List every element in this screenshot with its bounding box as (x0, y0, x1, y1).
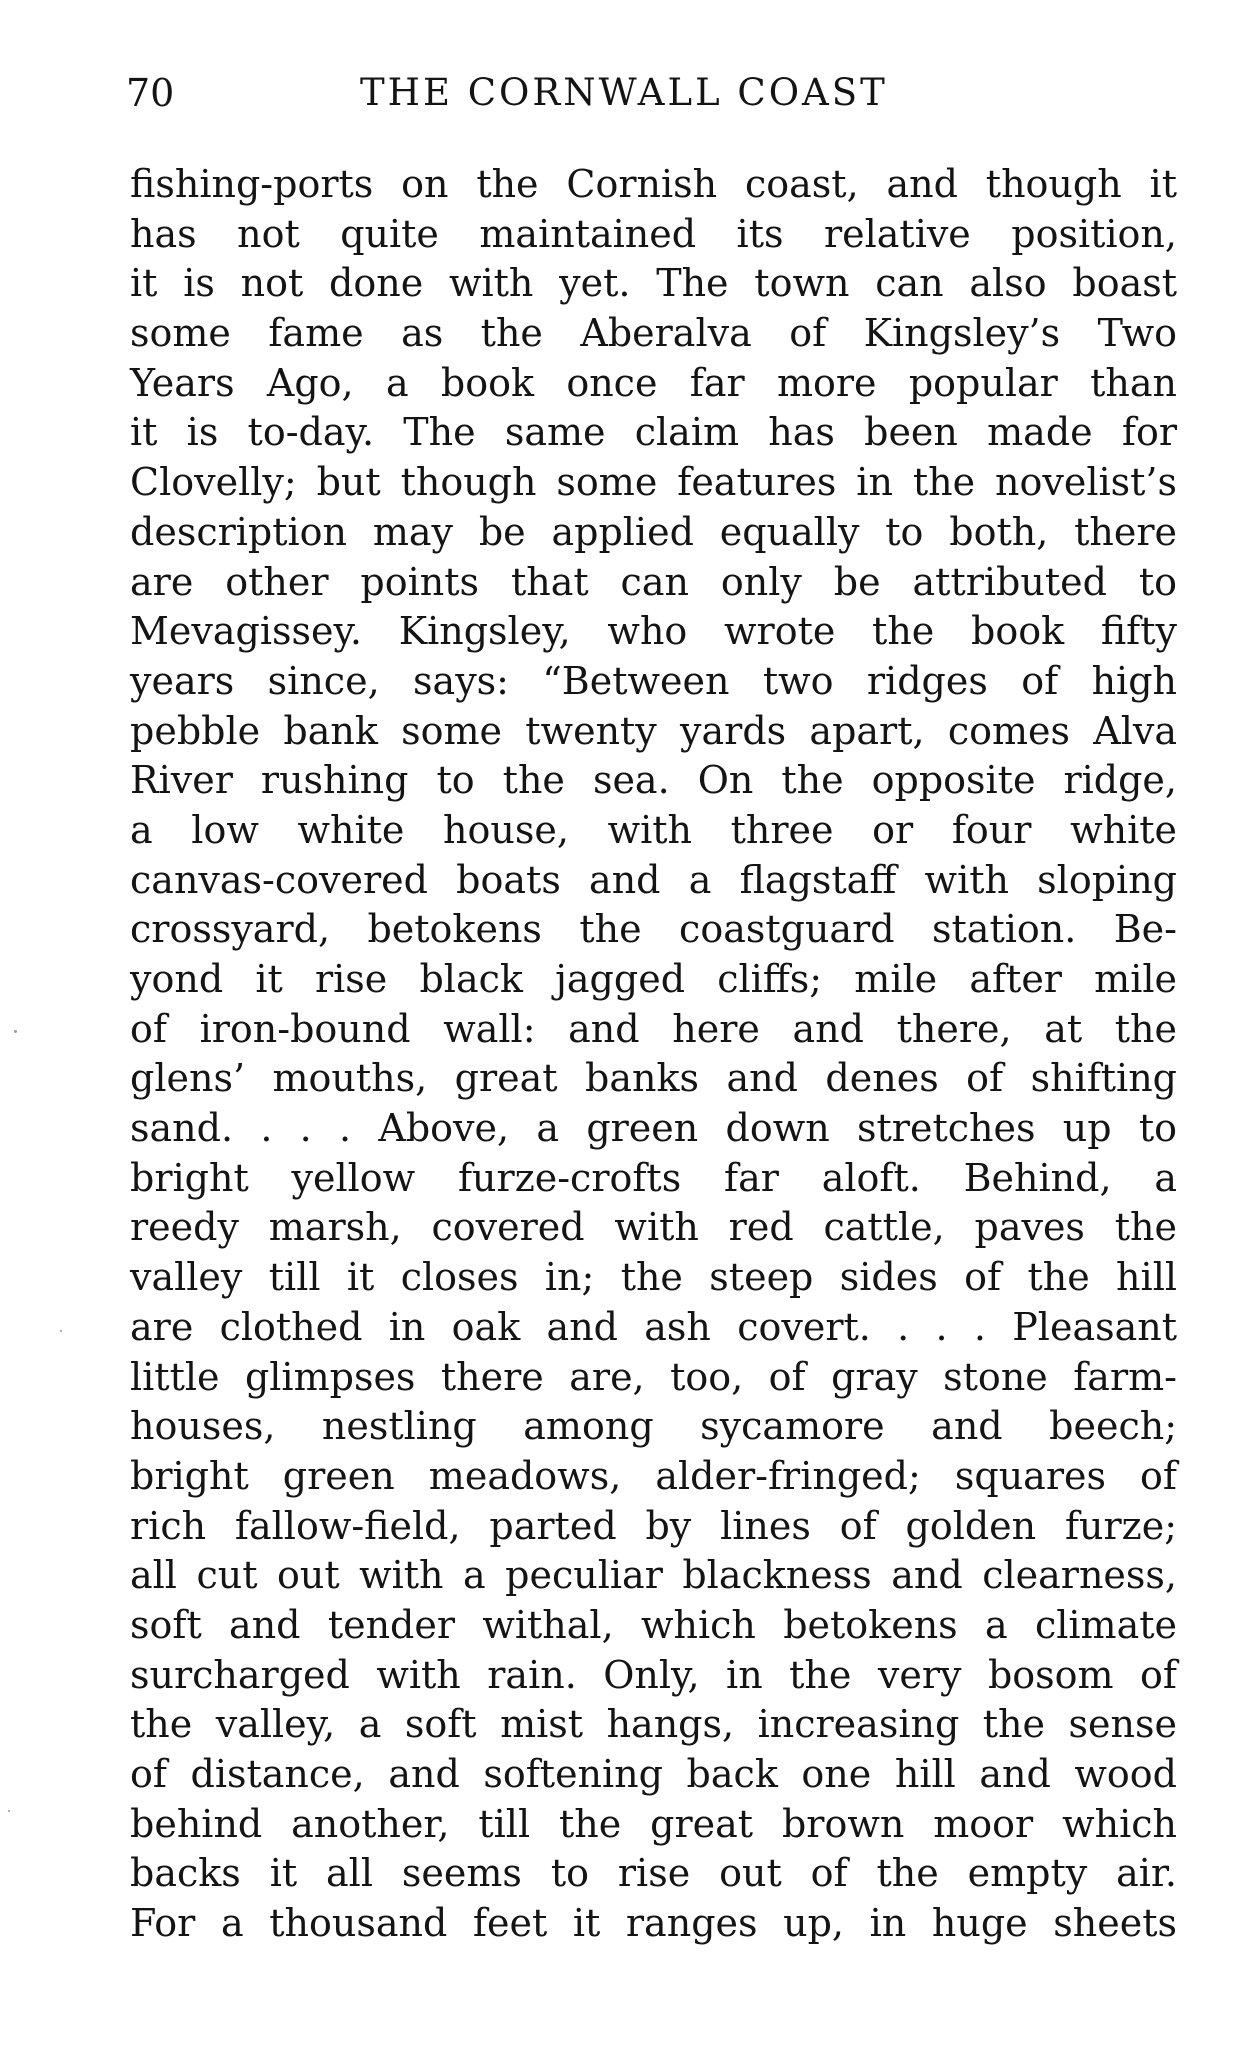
text-line: surcharged with rain. Only, in the very bosom of (130, 1652, 1177, 1697)
body-text (130, 160, 1177, 1949)
text-line: backs it all seems to rise out of the empty air. (130, 1851, 1177, 1896)
page-header (126, 68, 1176, 118)
text-line: glens’ mouths, great banks and denes of shifting (130, 1056, 1177, 1101)
text-line: description may be applied equally to both, there (130, 509, 1177, 554)
text-line: houses, nestling among sycamore and beech; (130, 1404, 1177, 1449)
text-line: are other points that can only be attributed to (130, 559, 1177, 604)
text-line: of distance, and softening back one hill and wood (130, 1752, 1177, 1796)
text-line: a low white house, with three or four white (130, 807, 1177, 852)
text-line: it is to-day. The same claim has been made for (130, 410, 1177, 455)
scan-speck (14, 1030, 17, 1033)
text-line: River rushing to the sea. On the opposite ridge, (130, 758, 1177, 803)
text-line: yond it rise black jagged cliffs; mile after mile (130, 957, 1177, 1001)
text-line: pebble bank some twenty yards apart, comes Alva (130, 708, 1177, 753)
text-line: little glimpses there are, too, of gray stone farm- (130, 1354, 1177, 1399)
text-line: fishing-ports on the Cornish coast, and though it (130, 162, 1177, 206)
text-line: years since, says: “Between two ridges of high (130, 658, 1177, 703)
text-line: all cut out with a peculiar blackness and clearness, (130, 1553, 1177, 1598)
scan-speck (60, 1330, 62, 1332)
text-line: are clothed in oak and ash covert. . . . Pleasant (130, 1304, 1177, 1349)
text-line: of iron-bound wall: and here and there, at the (130, 1006, 1177, 1051)
text-line: Mevagissey. Kingsley, who wrote the book fifty (130, 609, 1177, 654)
text-line: valley till it closes in; the steep sides of the hill (130, 1255, 1177, 1300)
text-line: behind another, till the great brown moor which (130, 1801, 1177, 1846)
text-line: bright yellow furze-crofts far aloft. Behind, a (130, 1155, 1177, 1200)
text-line: Years Ago, a book once far more popular than (130, 360, 1177, 405)
text-line: Clovelly; but though some features in the novelist’s (130, 460, 1177, 505)
text-line: canvas-covered boats and a flagstaff with sloping (130, 857, 1177, 902)
page-number: 70 (126, 71, 175, 115)
scan-speck (8, 1810, 10, 1812)
text-line: the valley, a soft mist hangs, increasing the sense (130, 1702, 1177, 1747)
text-line: soft and tender withal, which betokens a climate (130, 1602, 1177, 1647)
text-line: it is not done with yet. The town can also boast (130, 261, 1177, 306)
text-line: rich fallow-field, parted by lines of golden furze; (130, 1503, 1177, 1548)
text-line: reedy marsh, covered with red cattle, paves the (130, 1205, 1177, 1250)
text-line: bright green meadows, alder-fringed; squares of (130, 1453, 1177, 1498)
text-line: some fame as the Aberalva of Kingsley’s Two (130, 311, 1177, 356)
text-line: has not quite maintained its relative position, (130, 211, 1177, 256)
text-line: sand. . . . Above, a green down stretches up to (130, 1106, 1177, 1151)
running-title: THE CORNWALL COAST (360, 71, 888, 114)
text-line: crossyard, betokens the coastguard station. Be- (130, 907, 1177, 952)
text-line: For a thousand feet it ranges up, in huge sheets (130, 1901, 1177, 1946)
